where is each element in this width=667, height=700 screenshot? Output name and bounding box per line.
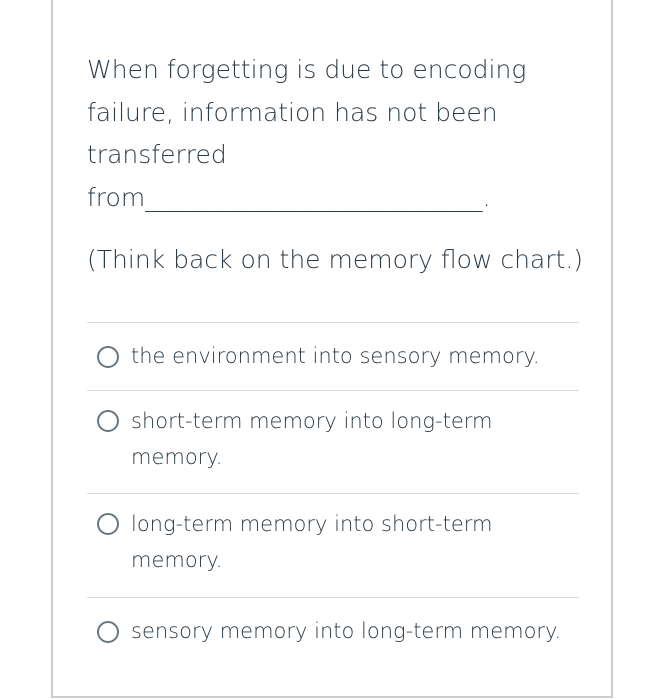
answer-option-label: short-term memory into long-term memory. (131, 409, 493, 469)
question-line-2: failure, information has not been (87, 97, 498, 127)
question-line-3: transferred (87, 140, 227, 169)
question-line-4: from___________________________. (87, 182, 491, 212)
question-hint: (Think back on the memory flow chart.) (87, 245, 584, 274)
question-line-1: When forgetting is due to encoding (87, 55, 527, 84)
answer-option-label: sensory memory into long-term memory. (131, 619, 562, 643)
radio-button-icon[interactable] (97, 346, 119, 368)
answer-option-2[interactable] (87, 390, 579, 493)
answer-option-4[interactable] (87, 597, 579, 669)
answer-list (87, 322, 579, 669)
answer-option-label: the environment into sensory memory. (131, 344, 540, 368)
radio-button-icon[interactable] (97, 513, 119, 535)
radio-button-icon[interactable] (97, 410, 119, 432)
question-text (87, 49, 547, 219)
answer-option-1[interactable] (87, 322, 579, 390)
radio-button-icon[interactable] (97, 621, 119, 643)
answer-option-label: long-term memory into short-term memory. (131, 512, 493, 572)
answer-option-3[interactable] (87, 493, 579, 597)
